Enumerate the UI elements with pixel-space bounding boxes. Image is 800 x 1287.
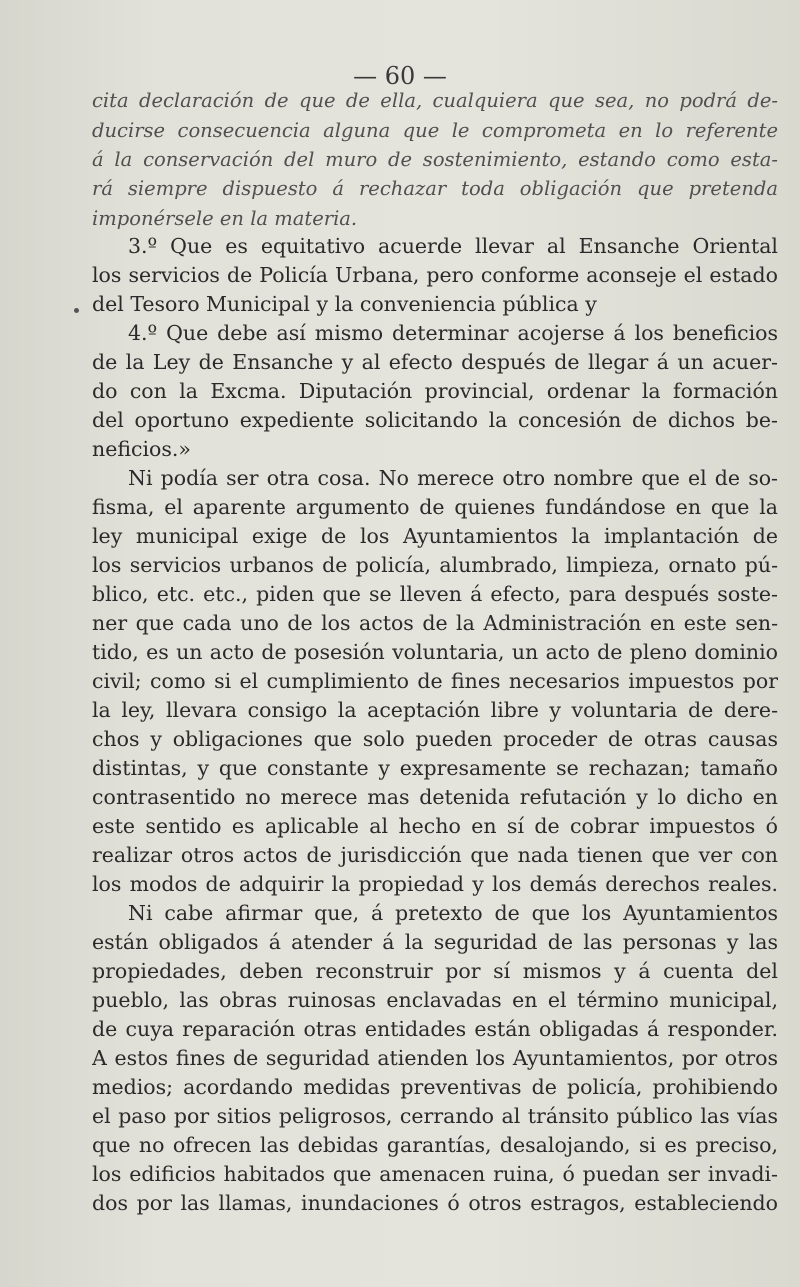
text-line: los modos de adquirir la propiedad y los demás derechos reales.	[92, 872, 778, 896]
text-line: contrasentido no merece mas detenida refutación y lo dicho en	[92, 785, 778, 809]
text-line: ner que cada uno de los actos de la Administración en este sen-	[92, 611, 778, 635]
text-line: Ni podía ser otra cosa. No merece otro nombre que el de so-	[128, 466, 778, 490]
text-line: fisma, el aparente argumento de quienes fundándose en que la	[92, 495, 778, 519]
text-line: 4.º Que debe así mismo determinar acojerse á los beneficios	[128, 321, 778, 345]
text-line: del Tesoro Municipal y la conveniencia pública y	[92, 292, 597, 316]
text-line: chos y obligaciones que solo pueden proceder de otras causas	[92, 727, 778, 751]
text-line: medios; acordando medidas preventivas de policía, prohibiendo	[92, 1075, 778, 1099]
text-line: propiedades, deben reconstruir por sí mismos y á cuenta del	[92, 959, 778, 983]
text-line: A estos fines de seguridad atienden los Ayuntamientos, por otros	[92, 1046, 778, 1070]
text-line: que no ofrecen las debidas garantías, desalojando, si es preciso,	[92, 1133, 778, 1157]
text-line: á la conservación del muro de sostenimiento, estando como esta-	[92, 148, 778, 171]
text-line: ducirse consecuencia alguna que le comprometa en lo referente	[92, 119, 778, 142]
text-line: cita declaración de que de ella, cualquiera que sea, no podrá de-	[92, 89, 778, 112]
text-line: Ni cabe afirmar que, á pretexto de que los Ayuntamientos	[128, 901, 778, 925]
text-line: realizar otros actos de jurisdicción que nada tienen que ver con	[92, 843, 778, 867]
text-line: están obligados á atender á la seguridad de las personas y las	[92, 930, 778, 954]
text-line: la ley, llevara consigo la aceptación libre y voluntaria de dere-	[92, 698, 778, 722]
text-line: los edificios habitados que amenacen ruina, ó puedan ser invadi-	[92, 1162, 778, 1186]
text-line: civil; como si el cumplimiento de fines necesarios impuestos por	[92, 669, 778, 693]
text-line: 3.º Que es equitativo acuerde llevar al Ensanche Oriental	[128, 234, 778, 258]
text-line: los servicios de Policía Urbana, pero conforme aconseje el estado	[92, 263, 778, 287]
text-line: pueblo, las obras ruinosas enclavadas en el término municipal,	[92, 988, 778, 1012]
page-number: — 60 —	[353, 62, 447, 90]
text-line: del oportuno expediente solicitando la concesión de dichos be-	[92, 408, 778, 432]
text-line: distintas, y que constante y expresamente se rechazan; tamaño	[92, 756, 778, 780]
text-line: neficios.»	[92, 437, 191, 461]
text-line: los servicios urbanos de policía, alumbrado, limpieza, ornato pú-	[92, 553, 778, 577]
text-line: el paso por sitios peligrosos, cerrando al tránsito público las vías	[92, 1104, 778, 1128]
text-line: tido, es un acto de posesión voluntaria, un acto de pleno dominio	[92, 640, 778, 664]
text-line: blico, etc. etc., piden que se lleven á efecto, para después soste-	[92, 582, 778, 606]
text-line: ley municipal exige de los Ayuntamientos la implantación de	[92, 524, 778, 548]
text-line: de la Ley de Ensanche y al efecto después de llegar á un acuer-	[92, 350, 778, 374]
text-line: imponérsele en la materia.	[92, 207, 358, 230]
text-line: este sentido es aplicable al hecho en sí de cobrar impuestos ó	[92, 814, 778, 838]
text-line: rá siempre dispuesto á rechazar toda obligación que pretenda	[92, 177, 778, 200]
text-line: dos por las llamas, inundaciones ó otros estragos, estableciendo	[92, 1191, 778, 1215]
text-line: do con la Excma. Diputación provincial, ordenar la formación	[92, 379, 778, 403]
margin-mark	[74, 308, 79, 313]
text-line: de cuya reparación otras entidades están obligadas á responder.	[92, 1017, 778, 1041]
